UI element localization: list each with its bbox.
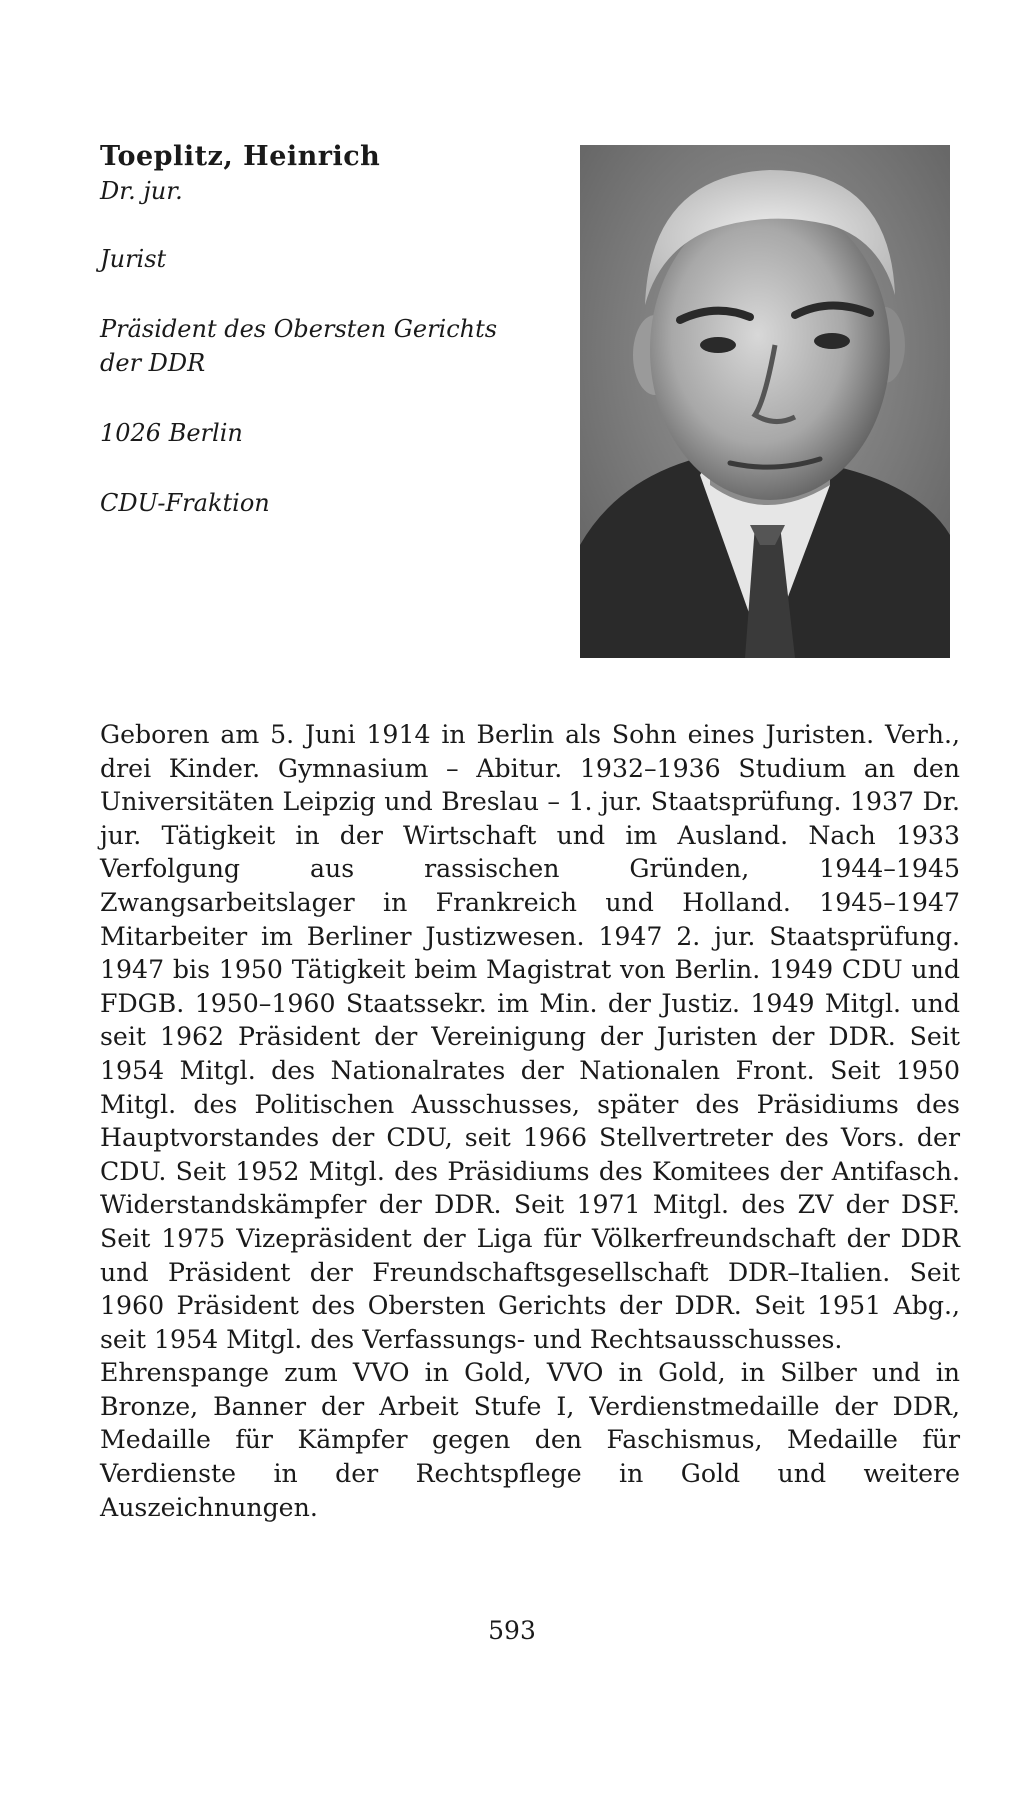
person-name: Toeplitz, Heinrich (100, 141, 381, 172)
person-location: 1026 Berlin (100, 419, 243, 447)
biography-paragraph-2: Ehrenspange zum VVO in Gold, VVO in Gold, in Silber und in Bronze, Banner der Arbeit Stufe I, Verdienstmedaille der DDR, Medaille für Kämpfer gegen den Faschismus, Medaille für Verdienste in der Rechtspflege in Gold und weitere Auszeichnungen. (100, 1358, 960, 1522)
page-number: 593 (488, 1616, 536, 1645)
portrait-photo (580, 145, 950, 658)
person-profession: Jurist (100, 245, 167, 273)
person-faction: CDU-Fraktion (100, 489, 270, 517)
biography-text (100, 718, 960, 1524)
biography-paragraph-1: Geboren am 5. Juni 1914 in Berlin als Sohn eines Juristen. Verh., drei Kinder. Gymnasium – Abitur. 1932–1936 Studium an den Universitäten Leipzig und Breslau – 1. jur. Staatsprüfung. 1937 Dr. jur. Tätigkeit in der Wirtschaft und im Ausland. Nach 1933 Verfolgung aus rassischen Gründen, 1944–1945 Zwangsarbeitslager in Frankreich und Holland. 1945–1947 Mitarbeiter im Berliner Justizwesen. 1947 2. jur. Staatsprüfung. 1947 bis 1950 Tätigkeit beim Magistrat von Berlin. 1949 CDU und FDGB. 1950–1960 Staatssekr. im Min. der Justiz. 1949 Mitgl. und seit 1962 Präsident der Vereinigung der Juristen der DDR. Seit 1954 Mitgl. des Nationalrates der Nationalen Front. Seit 1950 Mitgl. des Politischen Ausschusses, später des Präsidiums des Hauptvorstandes der CDU, seit 1966 Stellvertreter des Vors. der CDU. Seit 1952 Mitgl. des Präsidiums des Komitees der Antifasch. Widerstandskämpfer der DDR. Seit 1971 Mitgl. des ZV der DSF. Seit 1975 Vizepräsident der Liga für Völkerfreundschaft der DDR und Präsident der Freundschaftsgesellschaft DDR–Italien. Seit 1960 Präsident des Obersten Gerichts der DDR. Seit 1951 Abg., seit 1954 Mitgl. des Verfassungs- und Rechtsausschusses. (100, 720, 960, 1354)
person-header (100, 140, 560, 520)
person-position-line1: Präsident des Obersten Gerichts (100, 315, 498, 343)
person-title: Dr. jur. (100, 177, 183, 205)
person-position-line2: der DDR (100, 349, 206, 377)
